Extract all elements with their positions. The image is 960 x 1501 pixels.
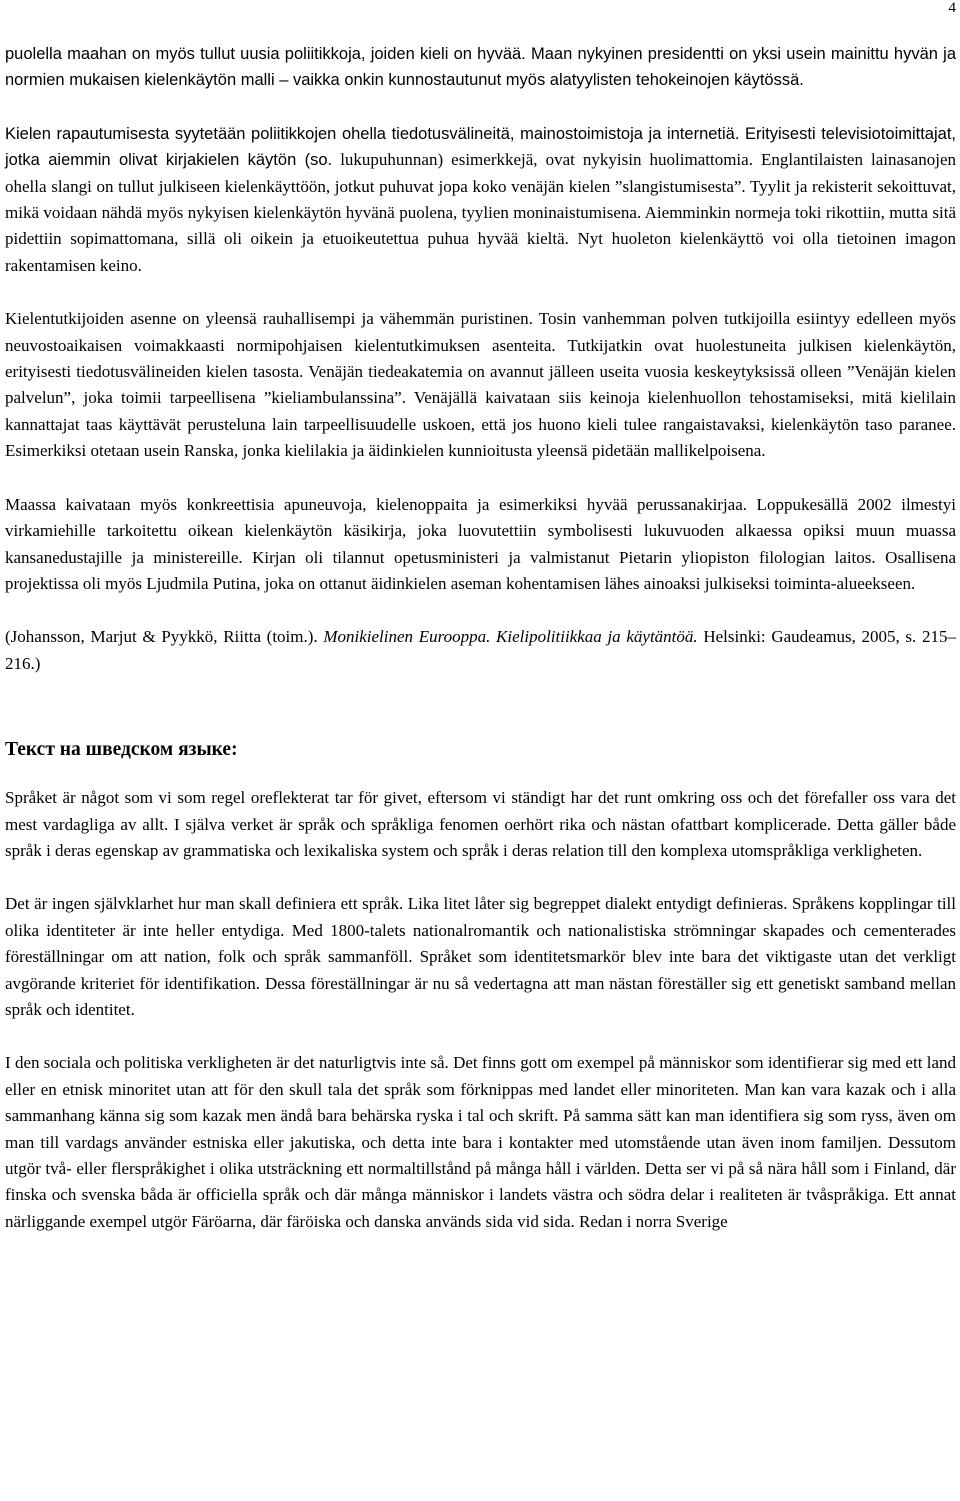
document-body <box>5 41 956 1235</box>
paragraph-finnish-1: puolella maahan on myös tullut uusia poliitikkoja, joiden kieli on hyvää. Maan nykyinen presidentti on yksi usein mainittu hyvän ja normien mukaisen kielenkäytön malli – vaikka onkin kunnostautunut myös alatyylisten tehokeinojen käytössä. <box>5 45 956 90</box>
paragraph-finnish-2-serif-run: lukupuhunnan) esimerkkejä, ovat nykyisin huolimattomia. Englantilaisten lainasanojen ohella slangi on tullut julkiseen kielenkäyttöön, jotkut puhuvat jopa koko venäjän kielen ”slangistumisesta”. Tyylit ja rekisterit sekoittuvat, mikä voidaan nähdä myös nykyisen kielenkäytön hyvänä puolena, tyylien moninaistumisena. Aiemminkin normeja toki rikottiin, mutta sitä pidettiin sopimattomana, sillä oli oikein ja etuoikeutettua puhua hyvää kieltä. Nyt huoleton kielenkäyttö voi olla tietoinen imagon rakentamisen keino. <box>5 150 956 275</box>
paragraph-swedish-3: I den sociala och politiska verkligheten är det naturligtvis inte så. Det finns gott om exempel på människor som identifierar sig med ett land eller en etnisk minoritet utan att för den skull tala det språk som förknippas med landet eller minoriteten. Man kan vara kazak och i alla sammanhang känna sig som kazak men ändå bara behärska ryska i tal och skrift. På samma sätt kan man identifiera sig som ryss, även om man till vardags använder estniska eller jakutiska, och detta inte bara i kontakter med utomstående utan även inom familjen. Dessutom utgör två- eller flerspråkighet i olika utsträckning ett normaltillstånd på många håll i världen. Detta ser vi på så nära håll som i Finland, där finska och svenska båda är officiella språk och där många människor i landets västra och södra delar i realiteten är tvåspråkiga. Ett annat närliggande exempel utgör Färöarna, där färöiska och danska används sida vid sida. Redan i norra Sverige <box>5 1053 956 1231</box>
citation <box>5 624 956 677</box>
citation-prefix: (Johansson, Marjut & Pyykkö, Riitta (toim.). <box>5 627 324 647</box>
page-number: 4 <box>948 0 956 16</box>
section-heading: Текст на шведском языке: <box>5 739 238 761</box>
paragraph-swedish-2: Det är ingen självklarhet hur man skall definiera ett språk. Lika litet låter sig begreppet dialekt entydigt definieras. Språkens kopplingar till olika identiteter är inte heller entydiga. Med 1800-talets nationalromantik och nationalistiska strömningar skapades och cementerades föreställningar om att nation, folk och språk sammanföll. Språket som identitetsmarkör blev inte bara det viktigaste utan det verkligt avgörande kriteriet för identifikation. Dessa föreställningar är nu så vedertagna att man nästan föreställer sig ett genetiskt samband mellan språk och identitet. <box>5 894 956 1019</box>
citation-title: Monikielinen Eurooppa. Kielipolitiikkaa ja käytäntöä. <box>323 627 698 647</box>
paragraph-finnish-2-sans-run: Kielen rapautumisesta syytetään poliitikkojen ohella tiedotusvälineitä, mainostoimistoja ja internetiä. Erityisesti televisiotoimittajat, jotka aiemmin olivat kirjakielen käytön (so. <box>5 124 956 170</box>
citation-suffix: Helsinki: Gaudeamus, 2005, s. 215–216.) <box>5 627 956 673</box>
paragraph-finnish-3: Kielentutkijoiden asenne on yleensä rauhallisempi ja vähemmän puristinen. Tosin vanhemman polven tutkijoilla esiintyy edelleen myös neuvostoaikaisen voimakkaasti normipohjaisen kielentutkimuksen asenteita. Tutkijatkin ovat huolestuneita julkisen kielenkäytön, erityisesti tiedotusvälineiden kielen tasosta. Venäjän tiedeakatemia on avannut jälleen useita vuosia keskeytyksissä olleen ”Venäjän kielen palvelun”, joka toimii tarpeellisena ”kieliambulanssina”. Venäjällä kaivataan siis keinoja kielenhuollon tehostamiseksi, mitä kielilain kannattajat taas käyttävät perusteluna lain tarpeellisuudelle uskoen, että jos huono kieli tulee rangaistavaksi, kielenkäytön taso paranee. Esimerkiksi otetaan usein Ranska, jonka kielilakia ja äidinkielen kunnioitusta yleensä pidetään mallikelpoisena. <box>5 309 956 461</box>
paragraph-finnish-4: Maassa kaivataan myös konkreettisia apuneuvoja, kielenoppaita ja esimerkiksi hyvää perussanakirjaa. Loppukesällä 2002 ilmestyi virkamiehille tarkoitettu oikean kielenkäytön käsikirja, joka luovutettiin symbolisesti lukuvuoden alkaessa opiksi muun muassa kansanedustajille ja ministereille. Kirjan oli tilannut opetusministeri ja valmistanut Pietarin yliopiston filologian laitos. Osallisena projektissa oli myös Ljudmila Putina, joka on ottanut äidinkielen aseman kohentamisen lähes ainoaksi julkiseksi toiminta-alueekseen. <box>5 494 956 593</box>
paragraph-swedish-1: Språket är något som vi som regel oreflekterat tar för givet, eftersom vi ständigt har det runt omkring oss och det förefaller oss vara det mest vardagliga av allt. I själva verket är språk och språkliga fenomen oerhört rika och nästan ofattbart komplicerade. Detta gäller både språk i deras egenskap av grammatiska och lexikaliska system och språk i deras relation till den komplexa utomspråkliga verkligheten. <box>5 788 956 860</box>
paragraph-finnish-2 <box>5 121 956 279</box>
